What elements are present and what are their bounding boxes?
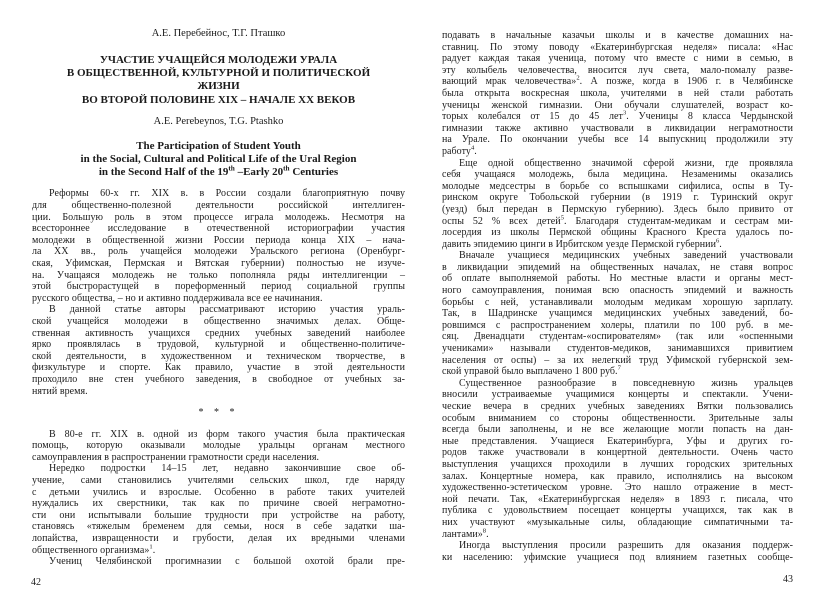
text-line: ская, Уфимская, Пермская и Вятская губернии) полностью не изуче-: [32, 257, 405, 269]
text-line: самоуправления в распространении грамотности среди населения.: [32, 451, 320, 463]
text-line: лосердия из школы Пермской общины Красного Креста удалось по-: [442, 227, 793, 239]
text-line: Реформы 60-х гг. XIX в. в России создали благоприятную почву: [49, 188, 405, 200]
text-line: на. Учащаяся молодежь не только пополняла ряды интеллигенции –: [32, 269, 405, 281]
text-line: ровшимся с распространением холеры, платили по 100 руб. в ме-: [442, 319, 793, 331]
page-right: [410, 0, 820, 609]
footnote-marker: 2: [576, 75, 580, 83]
text-line: Еще одной общественно значимой сферой жизни, где проявляла: [459, 157, 793, 169]
text-line: всестороннее исследование в отечественной историографии участия: [32, 223, 405, 235]
text-line: становясь «тяжелым бременем для семьи, нося в себе задатки ша-: [32, 521, 405, 533]
text-line: эту колыбель человечества, вносится луч света, мало-помалу разве-: [442, 64, 793, 76]
text-line: ные представления. Учащиеся Екатеринбурга, Уфы и других го-: [442, 435, 793, 447]
footnote-marker: th: [228, 164, 235, 173]
text-line: населения от оспы) – за их нелегкий труд Уфимской губернской зем-: [442, 354, 793, 366]
text-line: для общественно-полезной деятельности российской интеллиген-: [32, 200, 405, 212]
text-line: ской учащейся молодежи в общественно значимых делах. Обще-: [32, 315, 405, 327]
text-line: нуждались их сверстники, так как по причине своей неграмотно-: [32, 498, 405, 510]
text-line: нятий время.: [32, 385, 88, 397]
text-line: (уезд) был передан в Пермскую губернию). Здесь было привито от: [442, 203, 793, 215]
footnote-marker: 1: [149, 543, 153, 551]
text-line: всегда были заполнены, и не все желающие могли попасть на дан-: [442, 424, 793, 436]
title-line: ВО ВТОРОЙ ПОЛОВИНЕ XIX – НАЧАЛЕ XX ВЕКОВ: [81, 93, 356, 106]
footnote-marker: 7: [617, 364, 621, 372]
footnote-marker: 4: [470, 144, 475, 152]
article-title-russian: [32, 54, 405, 107]
text-line: ного самоуправления, понимая всю опасность эпидемий и важность: [442, 285, 793, 297]
footnote-marker: 3: [622, 109, 627, 117]
text-line: Нередко подростки 14–15 лет, недавно закончившие свое об-: [49, 463, 405, 475]
text-line: борьбы с ней, устанавливали молодым медикам хорошую зарплату.: [442, 296, 793, 308]
text-line: них участвуют «музыкальные силы, обладающие симпатичными та-: [442, 516, 793, 528]
text-line: Учениц Челябинской прогимназии с большой охотой брали пре-: [49, 556, 405, 568]
text-line: особым вниманием со стороны общественности. Зрительные залы: [442, 412, 793, 424]
text-line: художественно-эстетическом уровне. Это нашло отражение в мест-: [442, 482, 793, 494]
text-line: ской деятельности, в художественном и техническом творчестве, в: [32, 350, 405, 362]
text-line: ческие вечера в средних учебных заведениях Вятки пользовались: [442, 401, 793, 412]
footnote-marker: 5: [560, 214, 564, 222]
text-line: ки населению: уфимские учащиеся под влиянием газетных сообще-: [442, 551, 793, 563]
authors-russian: А.Е. Перебейнос, Т.Г. Пташко: [151, 28, 286, 39]
text-line: давить эпидемию цинги в Ирбитском уезде Пермской губернии$^6$.: [442, 237, 722, 250]
text-line: вносили устраиваемые учащимися концерты и спектакли. Учени-: [442, 389, 793, 401]
text-line: об оплате выполняемой работы. Но местные власти и органы мест-: [442, 273, 793, 285]
text-line: ринском округе Тобольской губернии (в 1919 г. Туринский округ: [442, 192, 793, 204]
text-line: на Урале. По окончании учебы все 14 выпускниц продолжили эту: [442, 134, 793, 146]
text-line: молодые медсестры в борьбе со вспышками сифилиса, оспы в Ту-: [442, 180, 793, 192]
text-line: ной печати. Так, «Екатеринбургская неделя» в 1893 г. писала, что: [442, 493, 793, 505]
text-line: с детьми учились и взрослые. Особенно в работе таких учителей: [32, 486, 405, 498]
article-title-english: [32, 140, 405, 180]
text-line: вающий мрак человечества»$^2$. А позже, когда в 1906 г. в Челябинске: [442, 75, 793, 88]
text-line: сяц. Двенадцати студентам-«оспирователям» (так или «оспенными: [442, 331, 793, 343]
title-line: ЖИЗНИ: [197, 80, 240, 93]
footnote-marker: 6: [715, 237, 720, 245]
section-separator: * * *: [198, 407, 239, 419]
text-line: русского общества, – но и активно поддерживала все ее начинания.: [32, 292, 323, 304]
page-number-left: 42: [31, 577, 41, 588]
text-line: В 80-е гг. XIX в. одной из форм такого участия была практическая: [49, 428, 405, 440]
title-line: in the Social, Cultural and Political Life of the Ural Region: [80, 153, 357, 166]
page-number-right: 43: [783, 574, 793, 585]
title-line: В ОБЩЕСТВЕННОЙ, КУЛЬТУРНОЙ И ПОЛИТИЧЕСКОЙ: [66, 67, 371, 80]
paragraph: [32, 556, 405, 568]
footnote-marker: th: [283, 164, 290, 173]
paragraph: [32, 463, 405, 556]
text-line: Вначале учащиеся медицинских учебных заведений участвовали: [459, 250, 793, 262]
text-line: себя учащаяся молодежь, была медицина. Незаменимы оказались: [442, 169, 793, 181]
text-line: молодежи в общественной жизни России периода конца XIX – нача-: [32, 234, 405, 246]
text-line: физкультуре и спорте. Как правило, участие в этой деятельности: [32, 362, 405, 374]
text-line: помощь, которую оказывали молодые уральцы органам местного: [32, 440, 405, 452]
text-line: ставниц. По этому поводу «Екатеринбургская неделя» писала: «Нас: [442, 41, 793, 53]
right-page-body: [442, 30, 793, 563]
text-line: публика с удовольствием посещает концерты учащихся, так как в: [442, 505, 793, 517]
text-line: ярко проявлялась в трудовой, культурной и общественно-политиче-: [32, 339, 405, 351]
text-line: родов также участвовали в концертной деятельности. Очень часто: [442, 447, 793, 459]
text-line: в ликвидации эпидемий на общественных началах, не ставя вопрос: [442, 261, 793, 273]
authors-english: A.E. Perebeynos, T.G. Ptashko: [153, 115, 284, 127]
text-line: ской управой было выплачено 1 800 руб.$^7$: [442, 364, 621, 378]
paragraph: [32, 429, 405, 464]
paragraph: [442, 250, 793, 378]
paragraph: [442, 158, 793, 251]
text-line: гимназии также активно участвовали в ликвидации неграмотности: [442, 122, 793, 134]
text-line: ции. Большую роль в этом процессе играла молодежь. Несмотря на: [32, 211, 405, 223]
text-line: В данной статье авторы рассматривают историю участия ураль-: [49, 304, 405, 316]
text-line: радует каждая такая ученица, потому что вместе с ними в семью, в: [442, 53, 793, 65]
text-line: работу$^4$.: [442, 144, 477, 157]
text-line: сти они испытывали большие трудности при устройстве на работу,: [32, 509, 405, 521]
text-line: учение, сами становились учителями сельских школ, где наряду: [32, 475, 405, 487]
text-line: этой быстрорастущей в пореформенный период социальной группы: [32, 281, 405, 293]
text-line: лопайства, извращенности и грубости, делая их вредными членами: [32, 533, 405, 545]
text-line: Иногда выступления просили разрешить для оказания поддерж-: [459, 540, 793, 552]
title-line: in the Second Half of the 19th –Early 20th Centuries: [98, 164, 339, 179]
text-line: ученицы женской гимназии. Они обучали слушателей, возраст ко-: [442, 99, 793, 111]
paragraph: [442, 30, 793, 158]
text-line: подавать в начальные казачьи школы и в качестве домашних на-: [442, 30, 793, 41]
paragraph: [32, 304, 405, 397]
paragraph: [442, 540, 793, 563]
text-line: залах. Концертные номера, как правило, исполнялись на высоком: [442, 470, 793, 482]
paragraph: [442, 378, 793, 540]
text-line: была открыта воскресная школа, учителями в ней стали работать: [442, 87, 793, 99]
left-page-body: [32, 188, 405, 567]
text-line: общественного организма»$^1$.: [32, 543, 156, 556]
text-line: ственная активность учащихся средних учебных заведений наиболее: [32, 327, 405, 339]
title-line: The Participation of Student Youth: [136, 139, 301, 152]
text-line: торых колебался от 15 до 45 лет$^3$. Ученицы 8 класса Чердынской: [442, 109, 794, 123]
text-line: ла XX вв., роль учащейся молодежи Уральского региона (Оренбург-: [32, 246, 405, 258]
text-line: проходило вне стен учебного заведения, в свободное от учебных за-: [32, 373, 405, 385]
text-line: учениками» называли студентов-медиков, занимавшихся привитием: [442, 343, 793, 355]
title-line: УЧАСТИЕ УЧАЩЕЙСЯ МОЛОДЕЖИ УРАЛА: [99, 54, 338, 66]
text-line: оспы 52 % всех детей$^5$. Благодаря студентам-медикам и сестрам ми-: [442, 214, 793, 227]
footnote-marker: 8: [482, 527, 487, 535]
text-line: лантами»$^8$.: [442, 527, 489, 540]
text-line: Существенное разнообразие в повседневную жизнь уральцев: [459, 377, 793, 389]
paragraph: [32, 188, 405, 304]
text-line: выступления учащихся проходили в лучших городских зрительных: [442, 458, 793, 470]
text-line: Так, в Шадринске учащимся медицинских учебных заведений, бо-: [442, 308, 793, 320]
